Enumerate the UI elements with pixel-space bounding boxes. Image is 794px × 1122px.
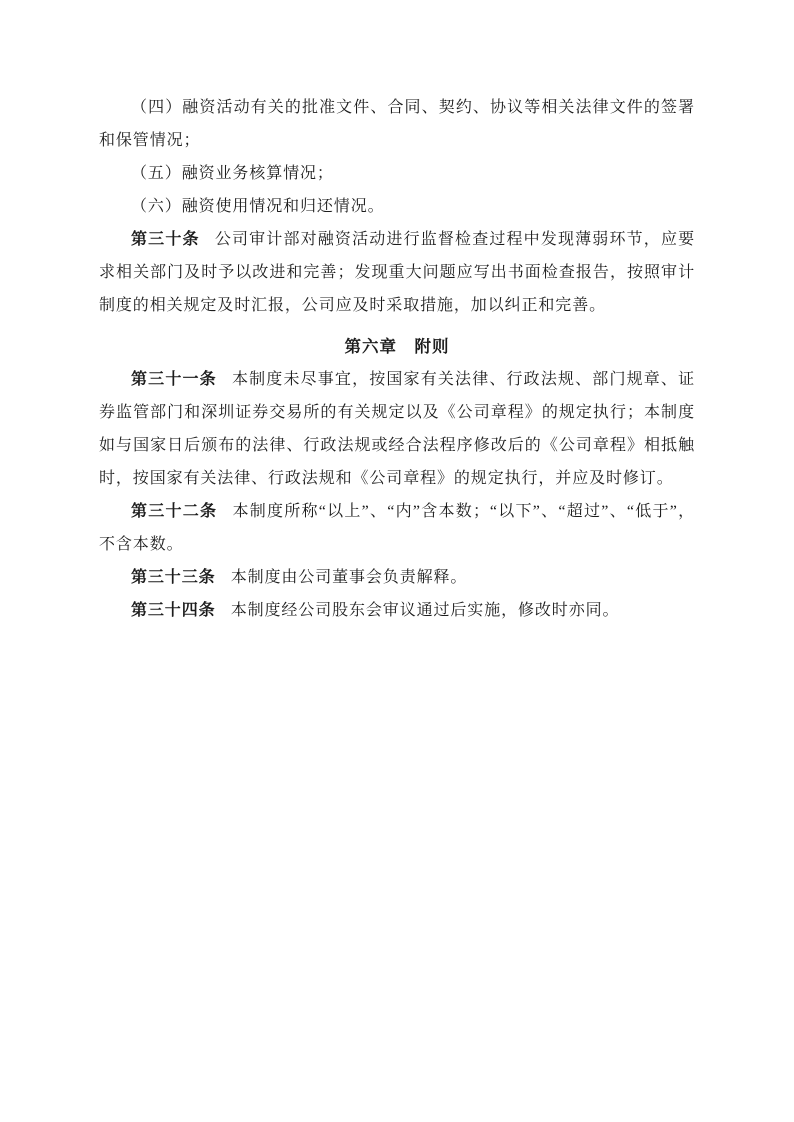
document-content bbox=[99, 91, 695, 627]
article-32-text: 本制度所称“以上”、“内”含本数；“以下”、“超过”、“低于”，不含本数。 bbox=[99, 503, 695, 553]
article-34-text: 本制度经公司股东会审议通过后实施，修改时亦同。 bbox=[230, 602, 620, 619]
article-33 bbox=[99, 561, 695, 594]
article-30 bbox=[99, 223, 695, 322]
article-31 bbox=[99, 363, 695, 495]
article-30-number: 第三十条 bbox=[131, 231, 200, 248]
article-33-text: 本制度由公司董事会负责解释。 bbox=[230, 569, 468, 586]
article-32 bbox=[99, 495, 695, 561]
article-31-text: 本制度未尽事宜，按国家有关法律、行政法规、部门规章、证券监管部门和深圳证券交易所的有关规定以及《公司章程》的规定执行；本制度如与国家日后颁布的法律、行政法规或经合法程序修改后的《公司章程》相抵触时，按国家有关法律、行政法规和《公司章程》的规定执行，并应及时修订。 bbox=[99, 371, 695, 487]
article-31-number: 第三十一条 bbox=[131, 371, 217, 388]
article-34 bbox=[99, 594, 695, 627]
article-32-number: 第三十二条 bbox=[131, 503, 218, 520]
article-33-number: 第三十三条 bbox=[131, 569, 216, 586]
clause-item-4: （四）融资活动有关的批准文件、合同、契约、协议等相关法律文件的签署和保管情况； bbox=[99, 99, 695, 149]
article-34-number: 第三十四条 bbox=[131, 602, 216, 619]
chapter-heading: 第六章 附则 bbox=[344, 337, 450, 356]
clause-item-6: （六）融资使用情况和归还情况。 bbox=[131, 198, 385, 215]
article-30-text: 公司审计部对融资活动进行监督检查过程中发现薄弱环节，应要求相关部门及时予以改进和完善；发现重大问题应写出书面检查报告，按照审计制度的相关规定及时汇报，公司应及时采取措施，加以纠正和完善。 bbox=[99, 231, 695, 314]
clause-item-5: （五）融资业务核算情况； bbox=[131, 165, 334, 182]
